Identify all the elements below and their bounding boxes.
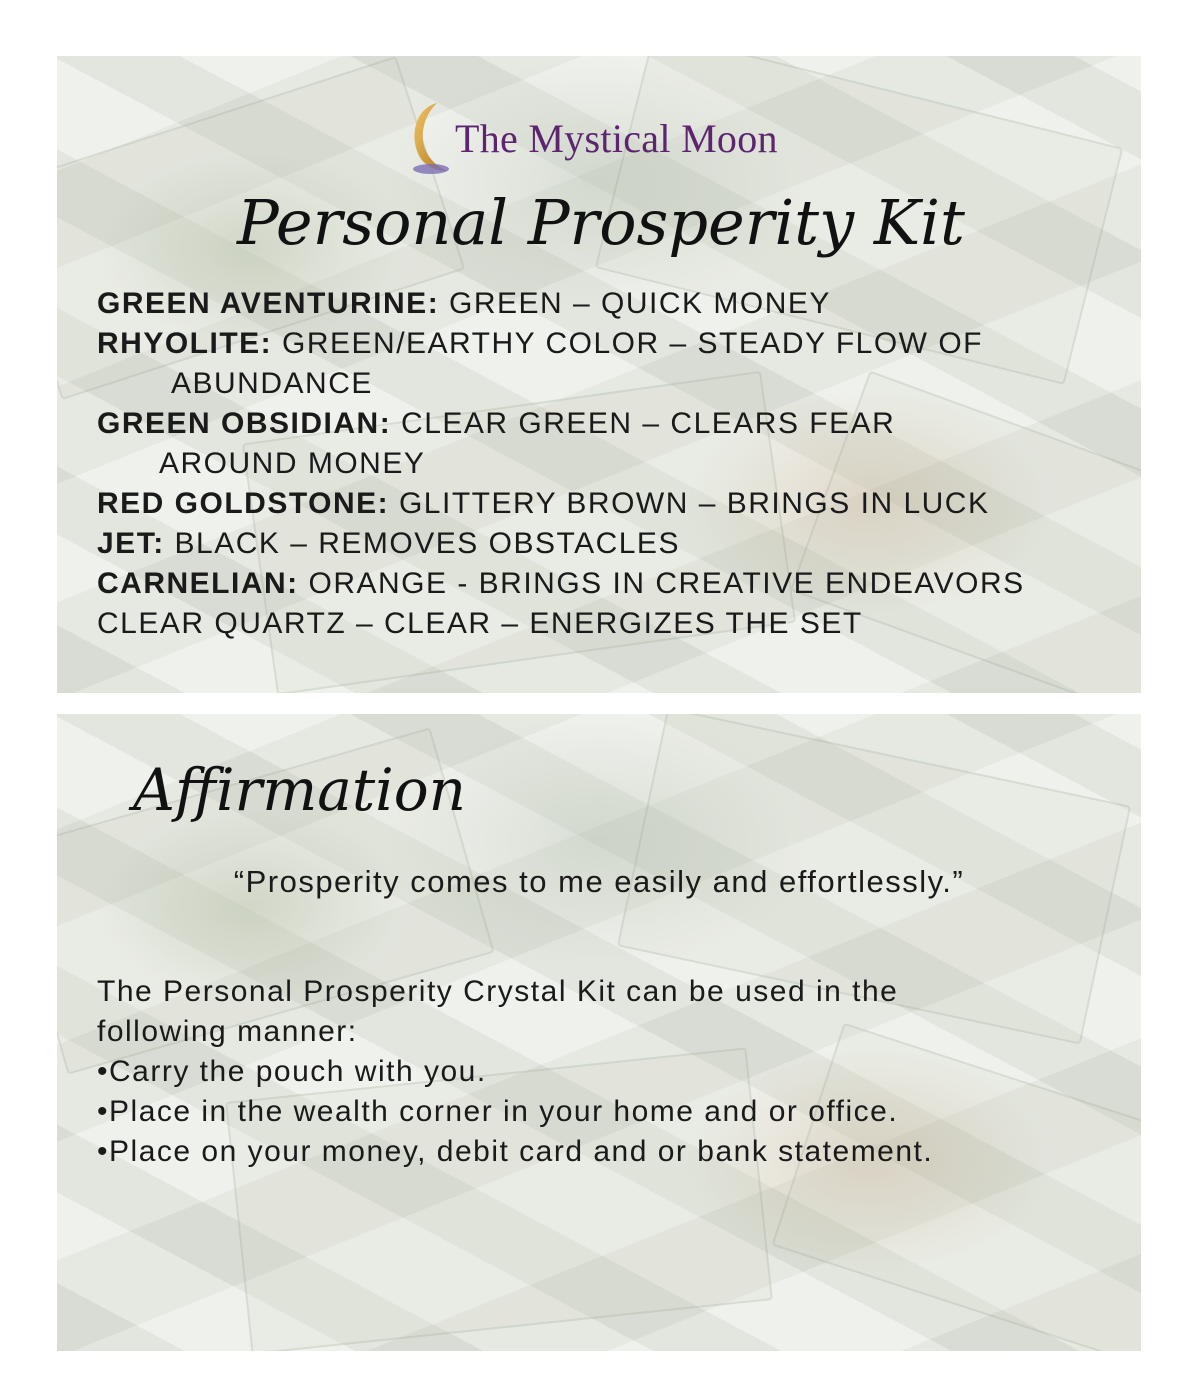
crystal-name: RED GOLDSTONE:	[97, 487, 390, 520]
usage-item: • Place on your money, debit card and or bank statement.	[97, 1132, 937, 1172]
crystal-item	[97, 524, 1025, 564]
crystal-name: GREEN AVENTURINE:	[97, 287, 440, 320]
crystal-item	[97, 284, 1025, 324]
crystal-name: JET:	[97, 527, 165, 560]
prosperity-kit-card	[57, 56, 1141, 693]
crystal-desc: BLACK – REMOVES OBSTACLES	[164, 527, 680, 560]
usage-item: • Place in the wealth corner in your home and or office.	[97, 1092, 937, 1132]
affirmation-quote: “Prosperity comes to me easily and effortlessly.”	[233, 864, 965, 899]
crystal-item	[97, 404, 1025, 484]
usage-intro: The Personal Prosperity Crystal Kit can be used in the following manner:	[97, 975, 899, 1048]
crystal-desc: CLEAR GREEN – CLEARS FEAR	[391, 407, 896, 440]
usage-item: • Carry the pouch with you.	[97, 1052, 937, 1092]
crystal-list	[97, 284, 1025, 644]
crystal-desc: CLEAR QUARTZ – CLEAR – ENERGIZES THE SET	[97, 607, 863, 640]
crystal-desc-continued: AROUND MONEY	[159, 447, 426, 480]
crystal-name: RHYOLITE:	[97, 327, 273, 360]
crystal-desc-continued: ABUNDANCE	[171, 367, 373, 400]
crystal-name: GREEN OBSIDIAN:	[97, 407, 392, 440]
brand-logo	[407, 100, 778, 176]
usage-list	[97, 1052, 937, 1172]
crystal-desc: GREEN – QUICK MONEY	[439, 287, 831, 320]
brand-name: The Mystical Moon	[455, 115, 778, 161]
affirmation-title: Affirmation	[133, 756, 466, 824]
usage-instructions	[97, 972, 937, 1172]
crystal-desc: GLITTERY BROWN – BRINGS IN LUCK	[389, 487, 990, 520]
crystal-item	[97, 484, 1025, 524]
crescent-moon-icon	[407, 101, 451, 175]
crystal-name: CARNELIAN:	[97, 567, 299, 600]
crystal-desc: ORANGE - BRINGS IN CREATIVE ENDEAVORS	[298, 567, 1025, 600]
affirmation-card	[57, 714, 1141, 1351]
crystal-item	[97, 324, 1025, 404]
crystal-desc: GREEN/EARTHY COLOR – STEADY FLOW OF	[272, 327, 983, 360]
crystal-item	[97, 604, 1025, 644]
kit-title: Personal Prosperity Kit	[237, 186, 965, 259]
crystal-item	[97, 564, 1025, 604]
